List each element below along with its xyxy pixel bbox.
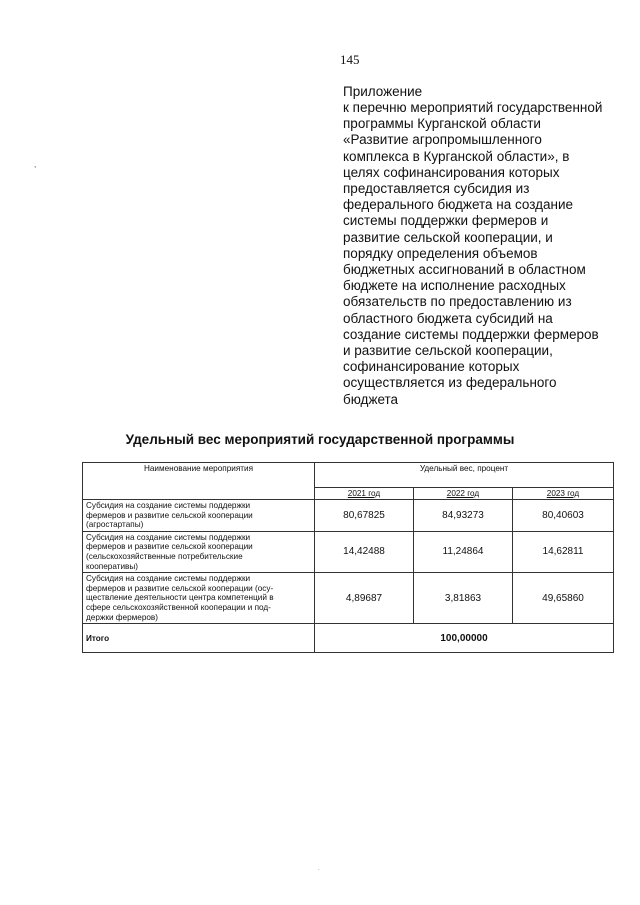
appendix-line: осуществляется из федерального [343, 375, 557, 391]
measure-name-cell [83, 531, 315, 572]
column-header-group: Удельный вес, процент [315, 463, 614, 488]
appendix-line: федерального бюджета на создание [343, 197, 574, 213]
column-header-year: 2022 год [414, 488, 513, 500]
appendix-heading: Приложение [343, 84, 423, 99]
value-cell: 14,42488 [315, 531, 414, 572]
appendix-line: обязательств по предоставлению из [343, 294, 572, 310]
appendix-line: к перечню мероприятий государственной [343, 100, 603, 115]
stray-mark: , [34, 160, 37, 169]
column-header-year: 2023 год [513, 488, 614, 500]
appendix-line: целях софинансирования которых [343, 164, 560, 180]
table-header-row [83, 463, 614, 488]
table-row [83, 500, 614, 532]
table-row [83, 573, 614, 624]
appendix-line: создание системы поддержки фермеров [343, 326, 599, 342]
total-label: Итого [83, 624, 315, 653]
value-cell: 11,24864 [414, 531, 513, 572]
value-cell: 3,81863 [414, 573, 513, 624]
measure-name-cell [83, 573, 315, 624]
weights-table [82, 462, 614, 653]
value-cell: 14,62811 [513, 531, 614, 572]
measure-name-line: держки фермеров) [86, 612, 159, 622]
section-title: Удельный вес мероприятий государственной программы [125, 432, 515, 447]
measure-name-line: фермеров и развитие сельской кооперации [86, 542, 253, 552]
footer-mark: . [318, 866, 320, 872]
appendix-line: бюджета [343, 391, 399, 407]
measure-name-cell [83, 500, 315, 532]
measure-name-line: (сельскохозяйственные потребительские [86, 551, 243, 561]
value-cell: 4,89687 [315, 573, 414, 624]
appendix-line: порядку определения объемов [343, 245, 538, 261]
page-number: 145 [340, 52, 360, 67]
appendix-line: бюджетных ассигнований в областном [343, 262, 586, 278]
table-row [83, 531, 614, 572]
measure-name-line: Субсидия на создание системы поддержки [86, 532, 251, 542]
appendix-line: системы поддержки фермеров и [343, 213, 549, 229]
measure-name-line: ществление деятельности центра компетенций в [86, 593, 274, 603]
column-header-year: 2021 год [315, 488, 414, 500]
appendix-line: софинансирование которых [343, 359, 520, 375]
measure-name-line: фермеров и развитие сельской кооперации (осу- [86, 583, 274, 593]
appendix-line: и развитие сельской кооперации, [343, 343, 553, 359]
appendix-line: предоставляется субсидия из [343, 181, 530, 197]
total-value: 100,00000 [315, 624, 614, 653]
measure-name-line: кооперативы) [86, 561, 138, 571]
measure-name-line: Субсидия на создание системы поддержки [86, 574, 251, 584]
appendix-line: «Развитие агропромышленного [343, 132, 542, 148]
column-header-name: Наименование мероприятия [83, 463, 315, 500]
appendix-line: программы Курганской области [343, 116, 541, 132]
appendix-line: бюджете на исполнение расходных [343, 278, 566, 294]
appendix-text [343, 100, 628, 408]
measure-name-line: фермеров и развитие сельской кооперации [86, 510, 253, 520]
value-cell: 49,65860 [513, 573, 614, 624]
measure-name-line: сфере сельскохозяйственной кооперации и под- [86, 602, 271, 612]
measure-name-line: (агростартапы) [86, 520, 144, 530]
value-cell: 80,40603 [513, 500, 614, 532]
appendix-line: комплекса в Курганской области», в [343, 148, 570, 164]
value-cell: 84,93273 [414, 500, 513, 532]
measure-name-line: Субсидия на создание системы поддержки [86, 501, 251, 510]
table-total-row [83, 624, 614, 653]
appendix-line: развитие сельской кооперации, и [343, 229, 553, 245]
appendix-line: областного бюджета субсидий на [343, 310, 553, 326]
value-cell: 80,67825 [315, 500, 414, 532]
